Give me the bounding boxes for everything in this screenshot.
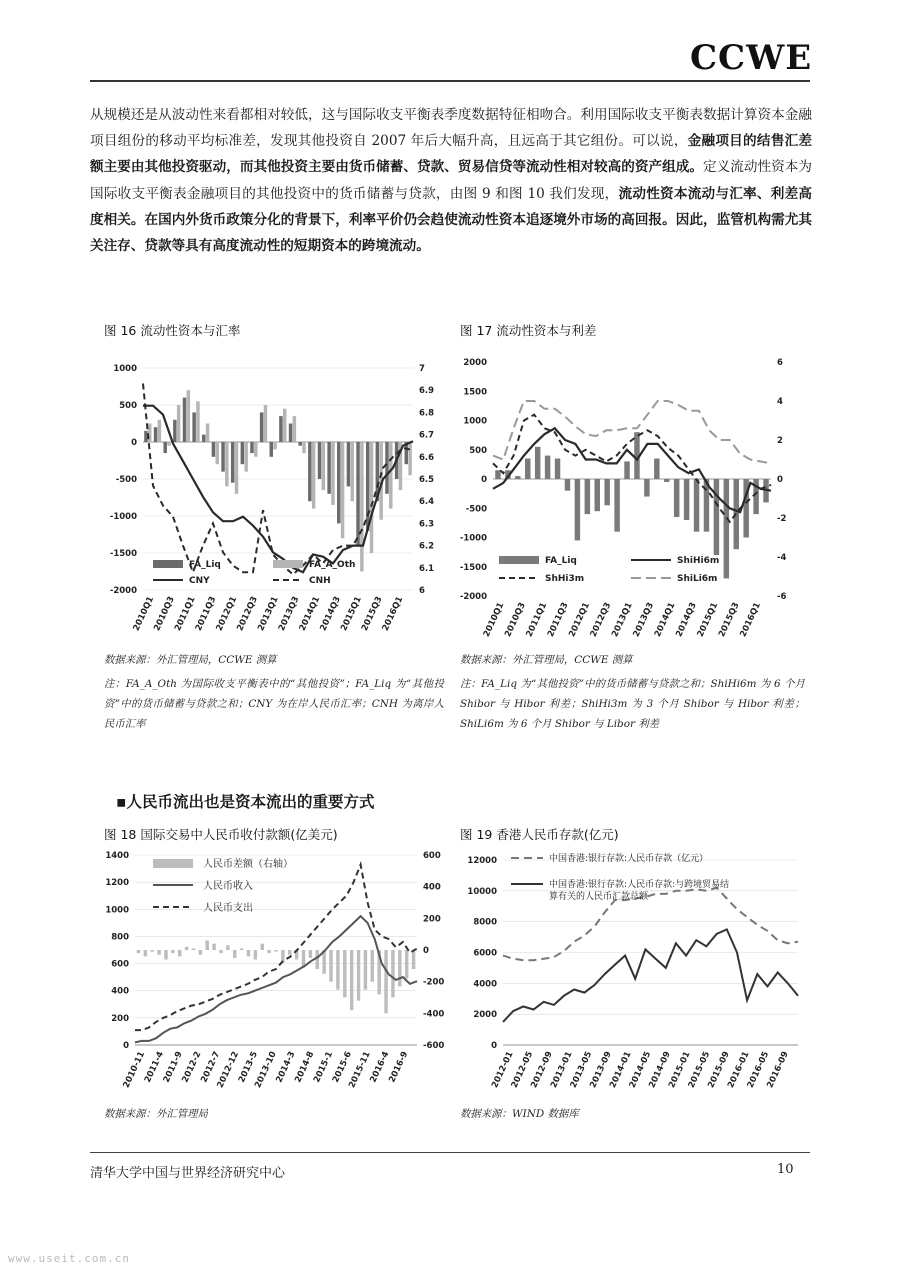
fig19-title: 图 19 香港人民币存款(亿元) — [460, 827, 619, 842]
x-tick-label: 2016-4 — [368, 1050, 392, 1085]
bar-1 — [341, 442, 344, 538]
y-tick-label: -1500 — [109, 549, 137, 559]
bar-1 — [206, 424, 209, 443]
bar-1 — [331, 442, 334, 505]
bar-0 — [206, 941, 209, 951]
bar-1 — [273, 442, 276, 449]
bar-0 — [684, 479, 689, 520]
bar-1 — [177, 405, 180, 442]
x-tick-label: 2012Q1 — [567, 601, 592, 639]
y-tick-label: -500 — [465, 504, 487, 515]
y-tick-label: -2000 — [109, 586, 137, 596]
legend-label: FA_A_Oth — [309, 560, 356, 570]
legend-label: ShiLi6m — [677, 574, 718, 584]
y2-tick-label: -4 — [777, 553, 787, 563]
x-tick-label: 2013-5 — [236, 1050, 260, 1085]
x-tick-label: 2014-09 — [647, 1050, 673, 1090]
fig17-note: 注：FA_Liq 为“其他投资”中的货币储蓄与贷款之和；ShiHi6m 为 6 个月 Shibor 与 Hibor 利差；ShiHi3m 为 3 个月 Shibor 与 Hibor 利差；ShiLi6m 为 6 个月 Shibor 与 Libor 利差 — [460, 678, 805, 730]
y2-tick-label: -200 — [423, 977, 445, 988]
legend-swatch — [499, 556, 539, 564]
bar-0 — [654, 459, 659, 479]
x-tick-label: 2013Q3 — [631, 601, 657, 639]
y2-tick-label: 6.1 — [419, 563, 435, 574]
bar-0 — [585, 479, 590, 514]
bar-1 — [350, 442, 353, 501]
x-tick-label: 2013-01 — [549, 1050, 575, 1090]
bar-1 — [167, 442, 170, 446]
y-tick-label: 400 — [111, 986, 129, 997]
bar-0 — [219, 950, 222, 953]
x-tick-label: 2011-4 — [142, 1050, 166, 1085]
x-tick-label: 2010Q1 — [481, 601, 507, 639]
bar-0 — [137, 950, 140, 953]
y-tick-label: 500 — [119, 401, 137, 411]
y2-tick-label: 0 — [777, 475, 783, 485]
series-line-0 — [135, 916, 417, 1042]
y-tick-label: -1000 — [109, 512, 137, 522]
bar-0 — [555, 459, 560, 479]
y-tick-label: 2000 — [463, 358, 487, 368]
bar-0 — [724, 479, 729, 578]
y2-tick-label: 6.8 — [419, 408, 435, 419]
bar-0 — [144, 950, 147, 956]
bar-0 — [495, 470, 500, 479]
bar-1 — [244, 442, 247, 472]
bar-0 — [254, 950, 257, 960]
bar-0 — [343, 950, 346, 998]
bar-0 — [714, 479, 719, 555]
x-tick-label: 2010-11 — [121, 1050, 148, 1090]
bar-0 — [595, 479, 600, 511]
x-tick-label: 2013-10 — [253, 1050, 279, 1090]
bar-0 — [664, 479, 669, 482]
fig19-chart — [453, 845, 813, 1095]
bar-1 — [370, 442, 373, 553]
bar-1 — [215, 442, 218, 464]
bar-1 — [283, 409, 286, 442]
fig17-title: 图 17 流动性资本与利差 — [460, 323, 597, 338]
header-rule — [90, 80, 810, 82]
bar-0 — [515, 476, 520, 479]
x-tick-label: 2014-8 — [293, 1050, 317, 1085]
fig17-chart — [453, 350, 813, 650]
x-tick-label: 2015-1 — [312, 1050, 336, 1085]
x-tick-label: 2012-2 — [180, 1050, 204, 1085]
x-tick-label: 2016-05 — [745, 1050, 772, 1090]
bar-0 — [525, 459, 530, 479]
intro-run: 定义流动性资本为国际收支平衡表金融项目的其他投资中的货币储蓄与贷款，由图 9 和图 10 我们发现， — [90, 159, 813, 202]
y2-tick-label: -600 — [423, 1041, 445, 1051]
series-line-1 — [503, 929, 798, 1022]
bar-0 — [261, 944, 264, 950]
bar-0 — [309, 950, 312, 958]
bar-0 — [545, 456, 550, 479]
y-tick-label: 0 — [123, 1041, 129, 1051]
bar-0 — [171, 950, 174, 953]
bar-0 — [371, 950, 374, 982]
y-tick-label: 6000 — [473, 948, 497, 959]
y2-tick-label: 4 — [777, 397, 783, 407]
bar-0 — [347, 442, 350, 486]
bar-0 — [221, 442, 224, 472]
bar-0 — [164, 950, 167, 960]
fig16-title: 图 16 流动性资本与汇率 — [104, 323, 241, 338]
bar-0 — [624, 461, 629, 479]
y2-tick-label: -400 — [423, 1009, 445, 1020]
y2-tick-label: 6 — [419, 586, 425, 596]
y2-tick-label: 2 — [777, 436, 783, 446]
y-tick-label: 0 — [131, 438, 137, 448]
x-tick-label: 2016-09 — [765, 1050, 791, 1090]
x-tick-label: 2013-05 — [568, 1050, 595, 1090]
legend-swatch — [273, 560, 303, 568]
series-line-1 — [493, 415, 771, 522]
x-tick-label: 2010Q3 — [503, 601, 528, 639]
fig19-source: 数据来源：WIND 数据库 — [460, 1108, 579, 1120]
x-tick-label: 2011Q1 — [173, 595, 198, 633]
fig17-source: 数据来源：外汇管理局，CCWE 测算 — [460, 654, 633, 666]
bar-0 — [267, 950, 270, 953]
bar-0 — [226, 945, 229, 950]
footer-institution: 清华大学中国与世界经济研究中心 — [90, 1166, 286, 1181]
watermark-text: www.useit.com.cn — [8, 1252, 130, 1265]
bar-0 — [202, 435, 205, 442]
bar-0 — [298, 442, 301, 446]
x-tick-label: 2012-12 — [215, 1050, 242, 1090]
bar-1 — [360, 442, 363, 572]
fig16-source: 数据来源：外汇管理局，CCWE 测算 — [104, 654, 277, 666]
bar-1 — [293, 416, 296, 442]
fig16-chart — [95, 350, 445, 650]
bar-1 — [302, 442, 305, 453]
bar-0 — [384, 950, 387, 1013]
bar-0 — [357, 950, 360, 1001]
y-tick-label: 2000 — [473, 1010, 497, 1021]
bar-0 — [231, 442, 234, 483]
y-tick-label: 1000 — [463, 416, 487, 427]
x-tick-label: 2011Q3 — [193, 595, 219, 633]
bar-1 — [264, 405, 267, 442]
page-number: 10 — [777, 1162, 794, 1177]
y-tick-label: 4000 — [473, 979, 497, 990]
bar-1 — [235, 442, 238, 494]
x-tick-label: 2016Q1 — [380, 595, 406, 633]
bar-0 — [154, 427, 157, 442]
y-tick-label: 1000 — [105, 905, 129, 916]
legend-label: 中国香港:银行存款:人民币存款:与跨境贸易结算有关的人民币汇款总额 — [549, 880, 730, 902]
bar-1 — [254, 442, 257, 457]
bar-0 — [336, 950, 339, 990]
bar-0 — [694, 479, 699, 532]
bar-0 — [247, 950, 250, 956]
y2-tick-label: 6.2 — [419, 541, 435, 552]
bar-0 — [535, 447, 540, 479]
bar-0 — [565, 479, 570, 491]
x-tick-label: 2013Q1 — [256, 595, 281, 633]
y2-tick-label: 0 — [423, 946, 429, 956]
bar-0 — [356, 442, 359, 546]
y-tick-label: -500 — [115, 475, 137, 485]
bar-0 — [329, 950, 332, 982]
bar-0 — [614, 479, 619, 532]
y2-tick-label: 6.3 — [419, 519, 435, 530]
legend-swatch — [153, 560, 183, 568]
bar-0 — [674, 479, 679, 517]
x-tick-label: 2012Q3 — [588, 601, 614, 639]
x-tick-label: 2015Q1 — [695, 601, 721, 639]
y-tick-label: 1500 — [463, 387, 487, 398]
legend-swatch — [153, 859, 193, 868]
x-tick-label: 2012-01 — [490, 1050, 516, 1090]
bar-0 — [398, 950, 401, 986]
x-tick-label: 2014Q1 — [652, 601, 678, 639]
x-tick-label: 2012-09 — [529, 1050, 555, 1090]
bar-1 — [312, 442, 315, 509]
y-tick-label: -1500 — [459, 562, 487, 573]
x-tick-label: 2013-09 — [588, 1050, 614, 1090]
bar-0 — [279, 416, 282, 442]
bar-0 — [199, 950, 202, 955]
bar-0 — [391, 950, 394, 998]
y-tick-label: 1000 — [113, 364, 137, 374]
x-tick-label: 2015Q3 — [359, 595, 385, 633]
bar-0 — [337, 442, 340, 523]
x-tick-label: 2013Q1 — [610, 601, 635, 639]
legend-label: FA_Liq — [189, 560, 221, 570]
y2-tick-label: 6.5 — [419, 475, 435, 485]
x-tick-label: 2014Q3 — [318, 595, 344, 633]
y-tick-label: 600 — [111, 959, 129, 970]
bar-0 — [385, 442, 388, 494]
y-tick-label: -1000 — [459, 533, 487, 544]
y2-tick-label: -6 — [777, 592, 787, 602]
x-tick-label: 2015-11 — [347, 1050, 373, 1090]
y-tick-label: 1400 — [105, 851, 129, 861]
x-tick-label: 2011Q3 — [545, 601, 571, 639]
y-tick-label: -2000 — [459, 592, 487, 602]
bar-1 — [158, 420, 161, 442]
bar-1 — [196, 401, 199, 442]
x-tick-label: 2014Q3 — [674, 601, 699, 639]
bar-0 — [327, 442, 330, 494]
y2-tick-label: 600 — [423, 851, 441, 861]
section-heading: ▪人民币流出也是资本流出的重要方式 — [116, 793, 375, 811]
bar-0 — [405, 950, 408, 979]
fig18-chart — [95, 845, 455, 1095]
bar-0 — [364, 950, 367, 990]
bar-0 — [178, 950, 181, 956]
x-tick-label: 2014-01 — [608, 1050, 634, 1090]
y-tick-label: 12000 — [467, 856, 497, 866]
legend-label: CNH — [309, 576, 331, 586]
y2-tick-label: 200 — [423, 914, 441, 925]
legend-label: ShHi3m — [545, 574, 585, 584]
x-tick-label: 2012Q3 — [235, 595, 260, 633]
bar-0 — [274, 950, 277, 952]
footer-rule — [90, 1152, 810, 1153]
x-tick-label: 2015-05 — [686, 1050, 713, 1090]
y2-tick-label: 6.7 — [419, 430, 435, 441]
y-tick-label: 500 — [469, 445, 487, 456]
x-tick-label: 2014Q1 — [297, 595, 323, 633]
x-tick-label: 2012-05 — [509, 1050, 536, 1090]
x-tick-label: 2015-09 — [706, 1050, 732, 1090]
legend-label: 人民币差额（右轴） — [203, 859, 293, 870]
bar-0 — [318, 442, 321, 479]
bar-0 — [192, 948, 195, 950]
bar-0 — [241, 442, 244, 464]
fig18-title: 图 18 国际交易中人民币收付款额(亿美元) — [104, 827, 338, 842]
intro-paragraph — [90, 102, 812, 259]
legend-label: FA_Liq — [545, 556, 577, 566]
y2-tick-label: -2 — [777, 514, 787, 524]
legend-label: 中国香港:银行存款:人民币存款（亿元） — [549, 854, 709, 864]
bar-0 — [604, 479, 609, 505]
bar-0 — [288, 950, 291, 955]
x-tick-label: 2012Q1 — [214, 595, 240, 633]
bar-0 — [240, 948, 243, 950]
bar-0 — [212, 442, 215, 457]
x-tick-label: 2011Q1 — [524, 601, 550, 639]
bar-0 — [163, 442, 166, 453]
bar-0 — [260, 412, 263, 442]
x-tick-label: 2015Q1 — [339, 595, 364, 633]
y-tick-label: 0 — [491, 1041, 497, 1051]
x-tick-label: 2011-9 — [161, 1050, 185, 1085]
series-line-1 — [135, 865, 417, 1031]
bar-1 — [389, 442, 392, 509]
x-tick-label: 2012-7 — [199, 1050, 223, 1085]
x-tick-label: 2010Q1 — [131, 595, 157, 633]
bar-0 — [157, 950, 160, 955]
y-tick-label: 8000 — [473, 917, 497, 928]
x-tick-label: 2010Q3 — [152, 595, 177, 633]
legend-label: 人民币收入 — [203, 881, 253, 892]
bar-0 — [250, 442, 253, 453]
bar-0 — [366, 442, 369, 531]
x-tick-label: 2014-05 — [627, 1050, 654, 1090]
legend-label: ShiHi6m — [677, 556, 720, 566]
x-tick-label: 2015-01 — [667, 1050, 693, 1090]
x-tick-label: 2015-6 — [330, 1050, 354, 1085]
intro-run-bold: 流动性资本流动与汇率、利差高度相关。在国内外货币政策分化的背景下，利率平价仍会趋使流动性资本追逐境外市场的高回报。因此，监管机构需尤其关注存、贷款等具有高度流动性的短期资本的跨境流动。 — [90, 185, 812, 255]
bar-0 — [316, 950, 319, 969]
y2-tick-label: 6.4 — [419, 497, 435, 508]
y-tick-label: 1200 — [105, 878, 129, 889]
bar-0 — [144, 431, 147, 442]
y2-tick-label: 6.6 — [419, 452, 435, 463]
y2-tick-label: 6.9 — [419, 386, 435, 397]
brand-logo: CCWE — [690, 38, 813, 78]
fig18-source: 数据来源：外汇管理局 — [104, 1108, 208, 1120]
legend-label: 人民币支出 — [203, 903, 253, 914]
y2-tick-label: 6 — [777, 358, 783, 368]
bar-1 — [187, 390, 190, 442]
bar-0 — [185, 947, 188, 950]
bar-0 — [233, 950, 236, 958]
bar-0 — [212, 944, 215, 950]
x-tick-label: 2013Q3 — [276, 595, 302, 633]
x-tick-label: 2014-3 — [274, 1050, 298, 1085]
x-tick-label: 2016-9 — [387, 1050, 411, 1085]
y-tick-label: 800 — [111, 932, 129, 943]
bar-0 — [192, 412, 195, 442]
bar-0 — [289, 424, 292, 443]
y-tick-label: 10000 — [467, 886, 497, 897]
bar-1 — [322, 442, 325, 490]
intro-run: 从规模还是从波动性来看都相对较低，这与国际收支平衡表季度数据特征相吻合。利用国际收支平衡表数据计算资本金融项目组份的移动平均标准差，发现其他投资自 2007 年后大幅升高，且远高于其它组份。可以说， — [90, 107, 812, 150]
y2-tick-label: 400 — [423, 882, 441, 893]
bar-0 — [270, 442, 273, 457]
x-tick-label: 2016-01 — [726, 1050, 752, 1090]
bar-0 — [350, 950, 353, 1010]
x-tick-label: 2015Q3 — [717, 601, 742, 639]
bar-1 — [225, 442, 228, 486]
bar-0 — [412, 950, 415, 969]
fig16-note: 注：FA_A_Oth 为国际收支平衡表中的“其他投资”；FA_Liq 为“其他投资”中的货币储蓄与贷款之和；CNY 为在岸人民币汇率；CNH 为离岸人民币汇率 — [104, 678, 444, 730]
bar-0 — [173, 420, 176, 442]
bar-0 — [575, 479, 580, 540]
bar-0 — [308, 442, 311, 501]
bar-0 — [644, 479, 649, 497]
y2-tick-label: 7 — [419, 364, 425, 374]
x-tick-label: 2016Q1 — [738, 601, 764, 639]
y-tick-label: 0 — [481, 475, 487, 485]
legend-label: CNY — [189, 576, 210, 586]
intro-run-bold: 金融项目的结售汇差额主要由其他投资驱动，而其他投资主要由货币储蓄、贷款、贸易信贷等流动性相对较高的资产组成。 — [90, 133, 813, 176]
y-tick-label: 200 — [111, 1013, 129, 1024]
bar-0 — [183, 398, 186, 442]
bar-0 — [150, 950, 153, 952]
series-line-0 — [503, 888, 798, 960]
bar-1 — [408, 442, 411, 475]
